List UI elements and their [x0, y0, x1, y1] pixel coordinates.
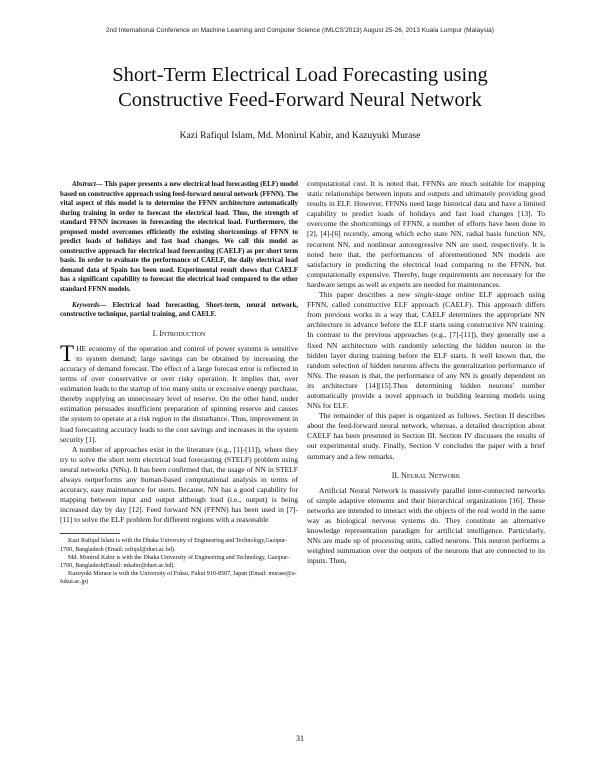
abstract-text: This paper presents a new electrical load forecasting (ELF) model based on constructive approach using feed-forward neural network (FFNN). The vital aspect of this model is to determine the FFNN architecture automatically during training in order to forecast the electrical load. Thus, the strength of standard FFNN increases in forecasting the electrical load. Furthermore, the proposed model overcomes efficiently the existing shortcomings of FFNN to predict loads of holidays and fast load changes. We call this model as constructive approach for electrical load forecasting (CAELF) as per short term basis. In order to evaluate the performance of CAELF, the daily electrical load demand data of Spain has been used. Experimental result shows that CAELF has a significant capability to forecast the electrical load compared to the other standard FFNN models.: [60, 181, 298, 294]
title-line-1: Short-Term Electrical Load Forecasting using: [112, 64, 488, 86]
abstract: [60, 180, 298, 295]
keywords-text: Electrical load forecasting, Short-term, neural network, constructive technique, partial training, and CAELF.: [60, 301, 298, 319]
right-column: [307, 179, 545, 566]
intro-paragraph-1: [60, 340, 298, 445]
conference-header: 2nd International Conference on Machine Learning and Computer Science (IMLCS'2013) August 25-26, 2013 Kuala Lumpur (Malaysia): [106, 27, 494, 34]
left-column: [60, 180, 298, 586]
footnote-rule: [60, 533, 120, 534]
right-paragraph-4: Artificial Neural Network is massively parallel inter-connected networks of simple adaptive elements and their hierarchical organizations [16]. These networks are intended to interact with the objects of the real world in the same way as biological nervous systems do. They constitute an alternative knowledge representation paradigm for artificial intelligence. Particularly, NNs are made up of processing units, called neurons. This neuron performs a weighted summation over the outputs of the neurons that are connected to its inputs. Then,: [307, 485, 545, 566]
keywords-label: Keywords—: [72, 301, 107, 309]
footnote-author-1: Kazi Rafiqul Islam is with the Dhaka University of Engineering and Technology,Gazipur-1700, Bangladesh (Email: rafiqul@duet.ac.bd).: [60, 538, 287, 553]
section-heading-neural-network: II. Neural Network: [391, 470, 461, 480]
author-list: Kazi Rafiqul Islam, Md. Monirul Kabir, and Kazuyuki Murase: [179, 130, 421, 141]
intro-paragraph-2: A number of approaches exist in the literature (e.g., [1]-[11]), where they try to solve the short term electrical load forecasting (STELF) problem using neural networks (NNs). It has been confirmed that, the usage of NN in STELF always outperforms any human-based computational analysis in terms of accuracy, easy maintenance for users. Because, NN has a good capability for mapping between input and output although load (i.e., output) is being increased day by day [12]. Feed forward NN (FFNN) has been used in [7]-[11] to solve the ELF problem for different regions with a reasonable: [60, 444, 298, 525]
paragraph-2-start: This paper describes a new: [319, 290, 415, 300]
paragraph-2-rest: ELF approach using FFNN, called constructive ELF approach (CAELF). This approach differs from previous works in a way that, CAELF determines the appropriate NN architecture in advance before the ELF starts using constructive NN training. In contrast to the previous approaches (e.g., [7]-[11]), they generally use a fixed NN architecture with randomly selecting the hidden neuron in the hidden layer during training before the ELF starts. It well known that, the random selection of hidden neurons affects the generalization performance of NNs. The reason is that, the performance of any NN is greatly dependent on its architecture [14][15].Thus determining hidden neurons' number automatically provide a novel approach in building learning models using NNs for ELF.: [307, 290, 545, 411]
keywords: [60, 301, 298, 320]
footnote-author-3: Kazuyuki Murase is with the University of Fukui, Fukui 910-8507, Japan (Email: murase@u-fukui.ac.jp): [60, 570, 297, 585]
abstract-label: Abstract—: [72, 181, 103, 188]
paragraph-2-emphasis: single-stage online: [414, 290, 475, 300]
section-heading-introduction: I. Introduction: [152, 328, 206, 338]
title-line-2: Constructive Feed-Forward Neural Network: [118, 89, 482, 111]
right-paragraph-2: [307, 290, 545, 411]
drop-cap: T: [60, 340, 75, 366]
intro-paragraph-1-text: HE economy of the operation and control of power systems is sensitive to system demand; large savings can be obtained by increasing the accuracy of demand forecast. The effect of a large forecast error is reflected in terms of over conservative or over risky operation. It implies that, over estimation leads to the startup of too many units or excessive energy purchase, thereby supplying an unnecessary level of reserve. On the other hand, under estimation persuades insufficient preparation of spinning reserve and causes the system to operate at a risk region to the disturbance. Thus, improvement in load forecasting accuracy leads to the cost savings and increases in the system security [1].: [60, 343, 298, 444]
right-paragraph-1: computational cost. It is noted that, FFNNs are much suitable for mapping static relationships between inputs and outputs and ultimately providing good results in ELF. However, FFNNs need large historical data and have a limited capability to predict loads of holidays and fast load changes [13]. To overcome the shortcomings of FFNN, a number of efforts have been done in [2], [4]-[6] recently, among which echo state NN, radial basis function NN, recurrent NN, and nonlinear autoregressive NN are used, respectively. It is noted here that, the performances of aforementioned NN models are satisfactory in predicting the electrical load comparing to the FFNN, but computationally expensive. Thereby, huge requirements are necessary for the hardware setups as well as experts are needed for maintenances.: [307, 179, 545, 289]
right-paragraph-3: The remainder of this paper is organized as follows. Section II describes about the feed-forward neural network, whereas, a detailed description about CAELF has been presented in Section III. Section IV discusses the results of our experimental study. Finally, Section V concludes the paper with a brief summary and a few remarks.: [307, 411, 545, 461]
paper-title: [40, 63, 560, 113]
page-number: 31: [296, 734, 304, 743]
footnote-author-2: Md. Monirul Kabir is with the Dhaka University of Engineering and Technology, Gazipur-1700, Bangladesh(Email: mkabir@duet.ac.bd).: [60, 554, 289, 569]
